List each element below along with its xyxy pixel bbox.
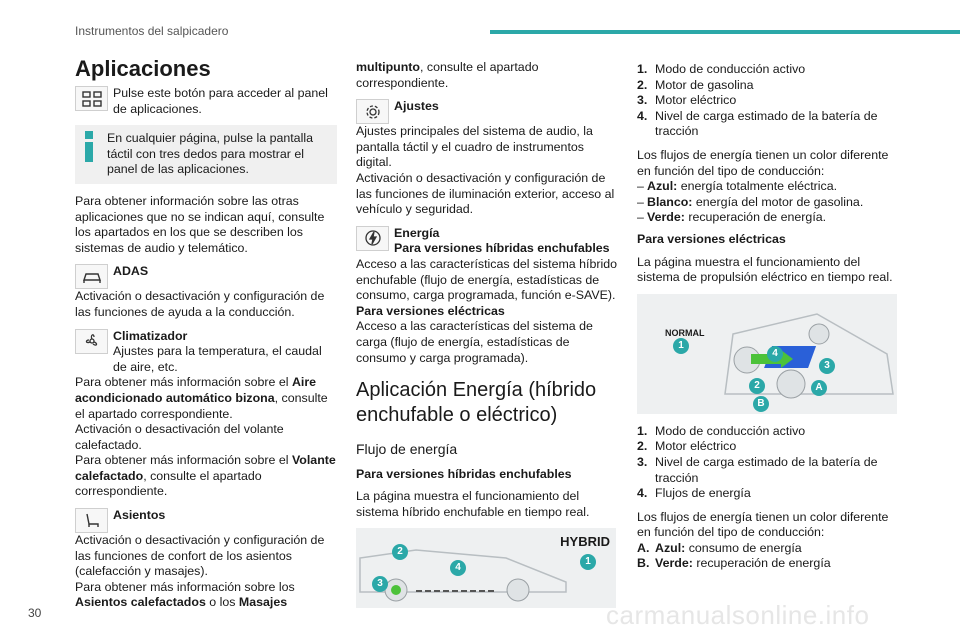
page-number: 30 — [28, 606, 42, 620]
page-header — [0, 0, 960, 40]
energy-icon — [356, 226, 389, 251]
list-item: 4. Nivel de carga estimado de la batería de tracción — [637, 108, 878, 139]
seat-icon — [75, 508, 108, 533]
flujo-title: Flujo de energía — [356, 441, 458, 458]
list-item: – Verde: recuperación de energía. — [637, 210, 827, 225]
car-icon — [75, 264, 108, 289]
fan-icon — [75, 329, 108, 354]
clima-more: Para obtener más información sobre el Aire acondicionado automático bizona, consulte el apartado correspondiente. — [75, 375, 328, 421]
section-title-energia: Aplicación Energía (híbrido enchufable o eléctrico) — [356, 379, 597, 427]
watermark-url: carmanualsonline.info — [606, 600, 870, 630]
header-accent-bar — [490, 30, 960, 34]
list-item: 2. Motor de gasolina — [637, 77, 754, 92]
hybrid-label: HYBRID — [560, 534, 610, 550]
electric-figure — [637, 294, 897, 414]
clima-text: Ajustes para la temperatura, el caudal de aire, etc. — [113, 344, 322, 374]
energia-sub: Para versiones híbridas enchufables — [394, 241, 610, 256]
volante-more: Para obtener más información sobre el Volante calefactado, consulte el apartado correspondiente. — [75, 453, 336, 499]
list-item: 1. Modo de conducción activo — [637, 62, 806, 76]
list-hybrid-legend — [637, 62, 903, 140]
flows-intro-2: Los flujos de energía tienen un color diferente en función del tipo de conducción: — [637, 509, 889, 540]
electric-badge-3: 3 — [819, 358, 835, 374]
asientos-text: Activación o desactivación y configuración de las funciones de confort de los asientos (calefacción y masajes). — [75, 533, 325, 579]
hybrid-car-drawing — [356, 528, 616, 608]
energia-text: Acceso a las características del sistema híbrido enchufable (flujo de energía, estadísticas de consumo, carga programada, función e-SAVE). — [356, 256, 618, 303]
adas-title: ADAS — [113, 264, 149, 279]
ajustes-row — [356, 99, 618, 124]
electric-badge-4: 4 — [767, 346, 783, 362]
hybrid-figure — [356, 528, 616, 608]
asientos-more: Para obtener más información sobre los Asientos calefactados o los Masajes — [75, 579, 295, 610]
column-1 — [75, 56, 337, 611]
column-2 — [356, 60, 618, 608]
section-title-aplicaciones: Aplicaciones — [75, 56, 211, 81]
apps-row — [75, 86, 337, 117]
hybrid-subtitle: Para versiones híbridas enchufables — [356, 466, 572, 481]
elec-title: Para versiones eléctricas — [356, 303, 505, 318]
list-item: 1. Modo de conducción activo — [637, 423, 806, 438]
hybrid-badge-3: 3 — [372, 576, 388, 592]
volante-text: Activación o desactivación del volante calefactado. — [75, 422, 284, 452]
energia-row — [356, 226, 618, 257]
energia-title: Energía — [394, 225, 440, 240]
clima-title: Climatizador — [113, 328, 188, 343]
list-item: 3. Motor eléctrico — [637, 93, 737, 108]
list-item: B. Verde: recuperación de energía — [637, 556, 831, 571]
flows-intro: Los flujos de energía tienen un color diferente en función del tipo de conducción: — [637, 147, 889, 178]
info-icon — [85, 131, 93, 163]
list-item: 2. Motor eléctrico — [637, 439, 737, 454]
list-item: 3. Nivel de carga estimado de la batería de tracción — [637, 454, 878, 485]
hybrid-badge-1: 1 — [580, 554, 596, 570]
electric-badge-2: 2 — [749, 378, 765, 394]
list-item: – Azul: energía totalmente eléctrica. — [637, 179, 838, 194]
elec-text: Acceso a las características del sistema de carga (flujo de energía, estadísticas de consumo y carga programada). — [356, 319, 593, 365]
elec-text: La página muestra el funcionamiento del sistema de propulsión eléctrico en tiempo real. — [637, 254, 893, 285]
list-item: 4. Flujos de energía — [637, 486, 751, 501]
elec-subtitle: Para versiones eléctricas — [637, 231, 786, 246]
adas-row — [75, 264, 337, 289]
intro-paragraph: Para obtener información sobre las otras aplicaciones que no se indican aquí, consulte los apartados en los que se describen los sistemas de audio y telemático. — [75, 193, 325, 255]
flows-list — [637, 179, 903, 226]
list-item: – Blanco: energía del motor de gasolina. — [637, 194, 864, 209]
ajustes-text: Ajustes principales del sistema de audio, la pantalla táctil y el cuadro de instrumentos digital. — [356, 124, 593, 170]
electric-badge-a: A — [811, 380, 827, 396]
column-3 — [637, 62, 903, 580]
electric-badge-1: 1 — [673, 338, 689, 354]
adas-text: Activación o desactivación y configuración de las funciones de ayuda a la conducción. — [75, 289, 325, 319]
list-item: A. Azul: consumo de energía — [637, 540, 802, 555]
asientos-row — [75, 508, 337, 533]
apps-text: Pulse este botón para acceder al panel de aplicaciones. — [113, 86, 328, 116]
header-title: Instrumentos del salpicadero — [75, 24, 229, 38]
clima-row — [75, 329, 337, 376]
ajustes-text-2: Activación o desactivación y configuración de las funciones de iluminación exterior, acceso al vehículo y seguridad. — [356, 170, 615, 217]
hybrid-text: La página muestra el funcionamiento del sistema híbrido enchufable en tiempo real. — [356, 489, 590, 519]
info-box — [75, 125, 337, 184]
hybrid-badge-2: 2 — [392, 544, 408, 560]
asientos-title: Asientos — [113, 508, 166, 523]
hybrid-badge-4: 4 — [450, 560, 466, 576]
info-text: En cualquier página, pulse la pantalla táctil con tres dedos para mostrar el panel de las aplicaciones. — [107, 131, 313, 177]
normal-label: NORMAL — [665, 327, 705, 338]
list-electric-legend — [637, 424, 903, 502]
grid-icon — [75, 86, 108, 111]
ajustes-title: Ajustes — [394, 99, 439, 114]
electric-badge-b: B — [753, 396, 769, 412]
continued-text: multipunto, consulte el apartado correspondiente. — [356, 60, 539, 90]
gear-icon — [356, 99, 389, 124]
letters-list — [637, 541, 903, 572]
